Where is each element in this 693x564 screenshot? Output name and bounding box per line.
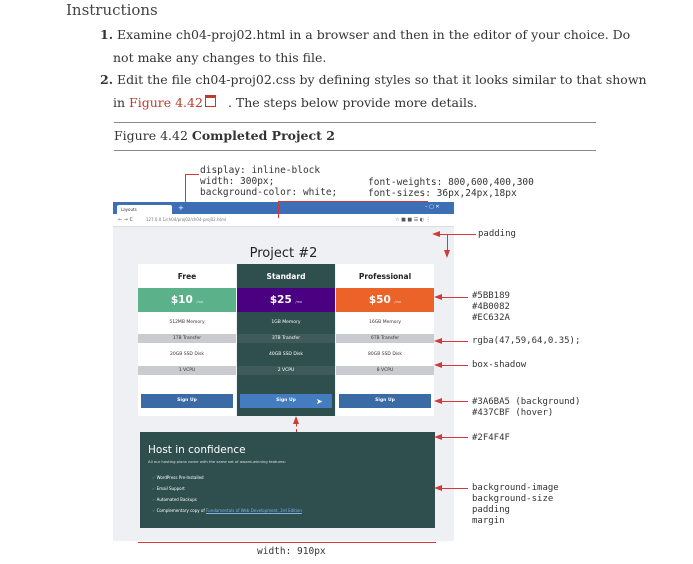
step-2 (100, 68, 680, 114)
check-icon: ✓ (152, 508, 156, 513)
width-indicator (138, 542, 436, 543)
plan-price-value: $25 (269, 294, 292, 306)
list-item-text: Automated Backups (156, 497, 197, 502)
sign-up-button[interactable]: Sign Up (339, 394, 431, 408)
plan-card-professional (336, 264, 434, 416)
check-icon: ✓ (152, 497, 156, 502)
figure-caption-title: Completed Project 2 (191, 128, 335, 143)
arrow-left-icon (434, 398, 442, 404)
list-item (152, 472, 302, 483)
annotation-connector (442, 401, 468, 402)
annotation-connector (278, 201, 279, 218)
arrow-left-icon (432, 231, 440, 237)
plan-feature: 40GB SSD Disk (268, 352, 303, 357)
toolbar-icons[interactable]: ☆ ■ ■ ☰ ◐ ⋮ (395, 217, 431, 223)
step-1 (100, 23, 660, 69)
list-item-text: Email Support (156, 486, 185, 491)
annotation-connector (442, 297, 468, 298)
plan-name: Standard (266, 272, 306, 281)
confidence-title: Host in confidence (148, 444, 246, 456)
plan-price-period: /mo (394, 300, 402, 304)
plan-feature: 3TB Transfer (237, 334, 335, 343)
list-item (152, 505, 302, 516)
annotation-connector (185, 174, 199, 175)
address-bar[interactable]: 127.0.0.1/ch04/proj02/ch04-proj02.html (146, 217, 227, 222)
plan-price (336, 288, 434, 312)
project-title: Project #2 (249, 246, 318, 261)
annotation-bg: background-image background-size padding margin (472, 483, 559, 526)
cursor-icon: ➤ (316, 397, 323, 406)
annotation-connector (442, 365, 468, 366)
plan-name: Professional (358, 272, 412, 281)
plan-price-period: /mo (295, 300, 303, 304)
plan-feature: 16GB Memory (368, 320, 402, 325)
annotation-connector (442, 437, 468, 438)
external-link-icon[interactable] (205, 95, 216, 107)
check-icon: ✓ (152, 475, 156, 480)
arrow-left-icon (434, 338, 442, 344)
arrow-left-icon (434, 362, 442, 368)
figure-caption (114, 128, 335, 143)
plan-feature: 6TB Transfer (336, 334, 434, 343)
arrow-up-icon (293, 416, 299, 424)
plan-price (138, 288, 236, 312)
confidence-section (140, 432, 435, 528)
arrow-left-icon (434, 434, 442, 440)
plan-feature: 1 VCPU (138, 366, 236, 375)
list-item (152, 483, 302, 494)
sign-up-button[interactable]: Sign Up (141, 394, 233, 408)
caption-bottom-rule (114, 150, 596, 151)
figure-caption-label: Figure 4.42 (114, 128, 188, 143)
plan-name: Free (177, 272, 197, 281)
plan-card-free (138, 264, 236, 416)
plan-price (237, 288, 335, 312)
nav-buttons-icon[interactable]: ← → C (118, 217, 134, 223)
step-2-text-line1: Edit the file ch04-proj02.css by defining styles so that it looks similar to that shown (117, 72, 647, 87)
window-controls-icon[interactable]: – ▢ ✕ (425, 204, 440, 210)
plan-feature: 2 VCPU (237, 366, 335, 375)
annotation-colors: #5BB189 #4B0082 #EC632A (472, 291, 510, 323)
browser-tab-title: Layouts (121, 207, 137, 212)
annotation-connector (440, 234, 476, 235)
annotation-blue: #3A6BA5 (background) #437CBF (hover) (472, 397, 581, 418)
list-item-text: WordPress Pre-Installed (156, 475, 204, 480)
plan-price-value: $10 (170, 294, 193, 306)
plan-feature: 80GB SSD Disk (367, 352, 402, 357)
arrow-left-icon (434, 294, 442, 300)
annotation-dark: #2F4F4F (472, 433, 510, 443)
plan-feature: 1GB Memory (271, 320, 301, 325)
plan-price-value: $50 (368, 294, 391, 306)
annotation-padding: padding (478, 229, 516, 239)
annotation-connector (442, 341, 468, 342)
figure-link[interactable]: Figure 4.42 (129, 95, 203, 110)
plan-feature: 512MB Memory (169, 320, 205, 325)
plan-feature: 1TB Transfer (138, 334, 236, 343)
page-title: Instructions (66, 1, 158, 19)
step-1-number: 1. (100, 27, 114, 42)
step-1-text-line2: not make any changes to this file. (113, 50, 327, 65)
step-2-text-pre: in (113, 95, 130, 110)
annotation-connector (278, 201, 428, 202)
list-item (152, 494, 302, 505)
plan-feature: 8 VCPU (336, 366, 434, 375)
list-item-text: Complementary copy of (156, 508, 207, 513)
plan-price-period: /mo (196, 300, 204, 304)
annotation-width: width: 910px (257, 546, 326, 557)
arrow-left-icon (434, 485, 442, 491)
sign-up-button[interactable]: Sign Up (240, 394, 332, 408)
plan-card-standard (237, 264, 335, 416)
step-2-text-post: . The steps below provide more details. (227, 95, 478, 110)
annotation-display: display: inline-block width: 300px; background-color: white; (200, 165, 338, 198)
annotation-shadow: box-shadow (472, 360, 527, 370)
caption-top-rule (114, 122, 596, 123)
new-tab-icon[interactable]: + (178, 204, 184, 212)
annotation-connector (442, 488, 468, 489)
step-1-text-line1: Examine ch04-proj02.html in a browser and then in the editor of your choice. Do (117, 27, 631, 42)
annotation-fonts: font-weights: 800,600,400,300 font-sizes: 36px,24px,18px (368, 177, 534, 199)
check-icon: ✓ (152, 486, 156, 491)
step-2-number: 2. (100, 72, 114, 87)
confidence-subtitle: All our hosting plans come with the same set of award-winning features: (148, 459, 286, 464)
browser-tab[interactable] (117, 205, 172, 214)
plan-feature: 20GB SSD Disk (169, 352, 204, 357)
book-link[interactable]: Fundamentals of Web Development, 3rd Edition (206, 508, 302, 513)
annotation-rgba: rgba(47,59,64,0.35); (472, 336, 581, 346)
feature-list (152, 472, 302, 516)
